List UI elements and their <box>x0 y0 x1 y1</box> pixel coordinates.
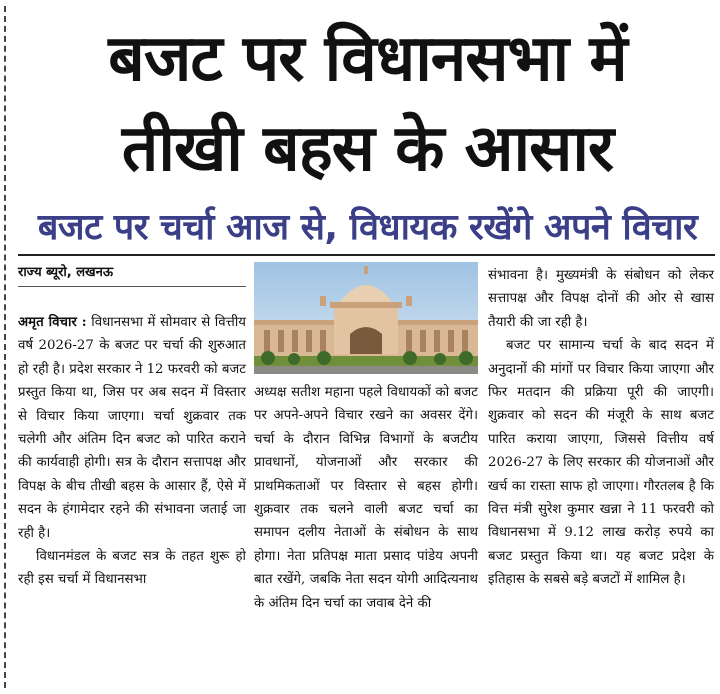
headline-line-1: बजट पर विधानसभा में <box>108 22 627 96</box>
byline-rule <box>18 286 246 287</box>
paragraph-2: विधानमंडल के बजट सत्र के तहत शुरू हो रही इस चर्चा में विधानसभा <box>18 549 246 588</box>
vidhan-sabha-photo <box>254 262 478 374</box>
article-column-1 <box>18 311 246 592</box>
paragraph-1 <box>18 311 246 545</box>
subheadline: बजट पर चर्चा आज से, विधायक रखेंगे अपने विचार <box>37 207 698 248</box>
article-column-3 <box>488 264 714 592</box>
byline: राज्य ब्यूरो, लखनऊ <box>18 265 114 280</box>
paragraph-1-text: विधानसभा में सोमवार से वित्तीय वर्ष 2026-27 के बजट पर चर्चा की शुरुआत हो रही है। प्रदेश सरकार ने 12 फरवरी को बजट प्रस्तुत किया था, जिस पर अब सदन में विस्तार से विचार किया जाएगा। चर्चा शुक्रवार तक चलेगी और अंतिम दिन बजट को पारित कराने की कार्यवाही होगी। सत्र के दौरान सत्तापक्ष और विपक्ष के बीच तीखी बहस के आसार हैं, ऐसे में सदन के हंगामेदार रहने की संभावना जताई जा रही है। <box>18 315 246 541</box>
column-3-paragraph-1: संभावना है। मुख्यमंत्री के संबोधन को लेकर सत्तापक्ष और विपक्ष दोनों की ओर से खास तैयारी की जा रही है। <box>488 268 714 330</box>
lead-label: अमृत विचार : <box>18 315 87 330</box>
header-rule <box>18 254 715 256</box>
cut-line <box>4 6 6 688</box>
article-column-2 <box>254 381 478 615</box>
column-2-text: अध्यक्ष सतीश महाना पहले विधायकों को बजट पर अपने-अपने विचार रखने का अवसर देंगे। चर्चा के दौरान विभिन्न विभागों के बजटीय प्रावधानों, योजनाओं और सरकार की प्राथमिकताओं पर विस्तार से बहस होगी। शुक्रवार तक चलने वाली बजट चर्चा का समापन दलीय नेताओं के संबोधन के साथ होगा। नेता प्रतिपक्ष माता प्रसाद पांडेय अपनी बात रखेंगे, जबकि नेता सदन योगी आदित्यनाथ के अंतिम दिन चर्चा का जवाब देने की <box>254 385 478 611</box>
headline-line-2: तीखी बहस के आसार <box>121 112 614 186</box>
column-3-paragraph-2: बजट पर सामान्य चर्चा के बाद सदन में अनुदानों की मांगों पर विचार किया जाएगा और फिर मतदान की प्रक्रिया पूरी की जाएगी। शुक्रवार को सदन की मंजूरी के साथ बजट पारित कराया जाएगा, जिससे वित्तीय वर्ष 2026-27 के लिए सरकार की योजनाओं और खर्च का रास्ता साफ हो जाएगा। गौरतलब है कि वित्त मंत्री सुरेश कुमार खन्ना ने 11 फरवरी को विधानसभा में 9.12 लाख करोड़ रुपये का बजट प्रस्तुत किया था। यह बजट प्रदेश के इतिहास के सबसे बड़े बजटों में शामिल है। <box>488 338 714 588</box>
